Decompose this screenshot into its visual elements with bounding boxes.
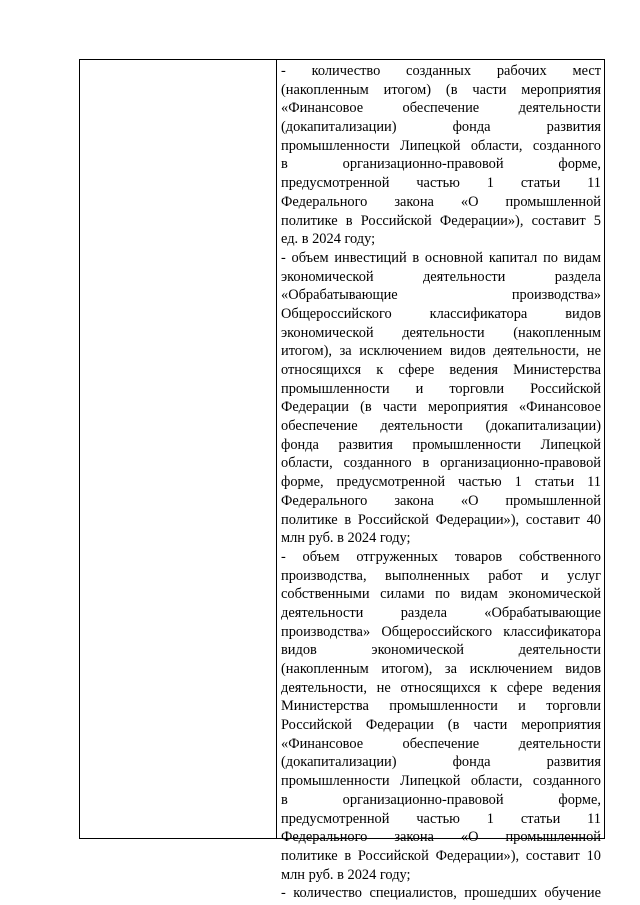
text-line: экономической деятельности раздела <box>281 268 601 285</box>
text-line: - количество созданных рабочих мест <box>281 63 601 79</box>
text-line: «Финансовое обеспечение деятельности <box>281 100 601 117</box>
text-line: - количество специалистов, прошедших обучение <box>281 885 601 902</box>
text-line: форме, предусмотренной частью 1 статьи 11 <box>281 474 601 491</box>
text-line: ед. в 2024 году; <box>281 231 376 248</box>
text-line: промышленности Липецкой области, созданного <box>281 137 601 154</box>
text-line: итогом), за исключением видов деятельности, не <box>281 343 601 360</box>
text-line: млн руб. в 2024 году; <box>281 866 411 883</box>
text-line: в организационно-правовой форме, <box>281 156 601 173</box>
text-line: Федерального закона «О промышленной <box>281 193 601 210</box>
text-line: деятельности раздела «Обрабатывающие <box>281 604 601 621</box>
text-line: в организационно-правовой форме, <box>281 791 601 808</box>
text-line: (докапитализации) фонда развития <box>281 754 601 771</box>
text-line: собственными силами по видам экономической <box>281 586 601 603</box>
text-line: Федерального закона «О промышленной <box>281 829 601 846</box>
text-line: экономической деятельности (накопленным <box>281 324 601 341</box>
right-table-cell <box>281 62 601 903</box>
text-line: видов экономической деятельности <box>281 642 601 659</box>
text-line: предусмотренной частью 1 статьи 11 <box>281 175 601 192</box>
text-line: Федерации (в части мероприятия «Финансовое <box>281 399 601 416</box>
text-line: политике в Российской Федерации»), составит 5 <box>281 212 601 229</box>
text-line: «Финансовое обеспечение деятельности <box>281 735 601 752</box>
text-line: относящихся к сфере ведения Министерства <box>281 362 601 378</box>
text-line: Федерального закона «О промышленной <box>281 492 601 509</box>
text-line: (накопленным итогом) (в части мероприятия <box>281 81 601 98</box>
text-line: производства, выполненных работ и услуг <box>281 567 601 584</box>
text-line: области, созданного в организационно-правовой <box>281 455 601 472</box>
text-line: млн руб. в 2024 году; <box>281 530 411 547</box>
text-line: Общероссийского классификатора видов <box>281 305 601 322</box>
text-line: фонда развития промышленности Липецкой <box>281 436 601 453</box>
text-line: политике в Российской Федерации»), составит 40 <box>281 511 601 528</box>
text-line: «Обрабатывающие производства» <box>281 287 601 304</box>
text-line: (докапитализации) фонда развития <box>281 119 601 136</box>
left-table-cell <box>80 60 276 838</box>
text-line: Российской Федерации (в части мероприятия <box>281 717 601 734</box>
text-line: обеспечение деятельности (докапитализации) <box>281 418 601 435</box>
text-line: производства» Общероссийского классификатора <box>281 623 601 640</box>
text-line: промышленности Липецкой области, созданного <box>281 773 601 790</box>
text-line: деятельности, не относящихся к сфере ведения <box>281 679 601 696</box>
text-line: предусмотренной частью 1 статьи 11 <box>281 810 601 827</box>
column-divider <box>276 59 277 839</box>
text-line: (накопленным итогом), за исключением видов <box>281 661 601 677</box>
text-line: - объем отгруженных товаров собственного <box>281 548 601 565</box>
text-line: политике в Российской Федерации»), составит 10 <box>281 847 601 864</box>
text-line: Министерства промышленности и торговли <box>281 698 601 715</box>
text-line: промышленности и торговли Российской <box>281 380 601 397</box>
text-line: - объем инвестиций в основной капитал по видам <box>281 249 601 266</box>
